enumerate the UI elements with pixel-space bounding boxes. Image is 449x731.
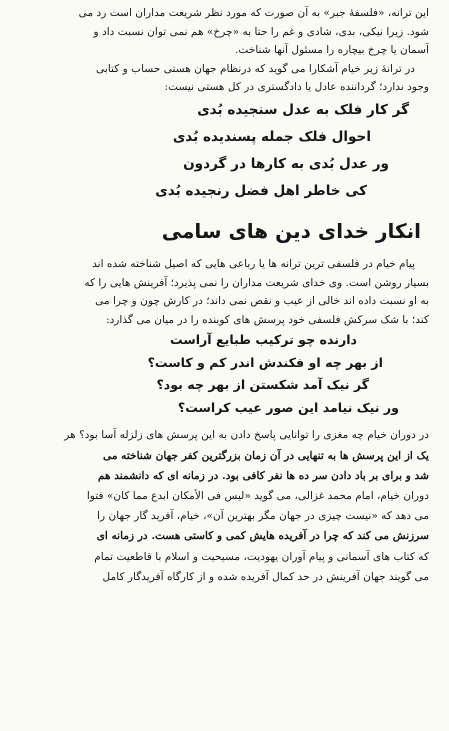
verse-line: گر کار فلک به عدل سنجیده بُدی [197,101,409,118]
verse-line: دارنده چو ترکیب طبایع آراست [170,332,357,348]
verse-line: ور نیک نیامد این صور عیب کراست؟ [177,399,399,415]
text-line: می گویند جهان آفرینش در حد کمال آفریده شده و از کارگاه آفریدگار کامل [102,570,429,583]
text-line: این ترانه، «فلسفهٔ جبر» به آن صورت که مورد نظر شریعت مداران است رد می [78,7,429,19]
text-line: کند؛ با شک سرکش فلسفی خود پرسش های کوبنده را در میان می گذارد: [106,313,429,326]
final-paragraph [10,425,429,587]
verse-line: کی خاطر اهل فضل رنجیده بُدی [155,182,367,199]
verse-line: ور عدل بُدی به کارها در گردون [183,155,389,172]
text-line: می دهد که «نیست چیزی در جهان مگر بهترین آن»، خیام، آفرید گار جهان را [97,510,429,523]
text-line: یک از این پرسش ها به تنهایی در آن زمان بزرگترین کفر جهان شناخته می [102,449,429,462]
section-heading: انکار خدای دین های سامی [161,218,421,243]
second-paragraph [10,60,429,97]
text-line: وجود ندارد؛ گرداننده عادل یا دادگستری در کل هستی نیست: [164,81,429,94]
text-line: دوران خیام، امام محمد غزالی، می گوید «لیس فی الأمکان ابدع مما کان» فتوا [86,489,429,502]
text-line: سرزنش می کند که چرا در آفریده هایش کمی و کاستی هست. در زمانه ای [96,530,429,543]
verse-line: گر نیک آمد شکستن از بهر چه بود؟ [156,377,369,393]
text-line: در ترانهٔ زیر خیام آشکارا می گوید که درنظام جهان هستی حساب و کتابی [96,62,415,75]
text-line: که کتاب های آسمانی و پیام آوران یهودیت، مسیحیت و اسلام با قاطعیت تمام [94,550,429,563]
text-line: شد و برای بر باد دادن سر ده ها نفر کافی بود. در زمانه ای که دانشمند هم [97,469,429,482]
verse-line: از بهر چه او فکندش اندر کم و کاست؟ [147,354,383,370]
text-line: آسمان یا چرخ بیچاره را مسئول آنها شناخت. [235,44,429,57]
text-line: در دوران خیام چه مغزی را توانایی پاسخ دادن به این پرسش های زلزله آسا بود؟ هر [64,429,429,442]
text-line: به او نسبت داده اند خالی از عیب و نقص نمی داند؛ در کارش چون و چرا می [95,295,429,308]
quatrain-1 [10,97,429,205]
text-line: بسیار روشن است. وی خدای شریعت مداران را نمی پذیرد؛ آفرینش هایی را که [84,276,429,289]
text-line: پیام خیام در فلسفی ترین ترانه ها یا رباعی هایی که اصیل شناخته شده اند [92,257,415,270]
section-paragraph [10,255,429,329]
verse-line: احوال فلک جمله پسندیده بُدی [172,128,371,145]
text-line: شود. زیرا نیکی، بدی، شادی و غم را حتا به «چرخ» هم نمی توان نسبت داد و [93,25,429,38]
intro-paragraph [10,4,429,60]
quatrain-2 [10,329,429,419]
